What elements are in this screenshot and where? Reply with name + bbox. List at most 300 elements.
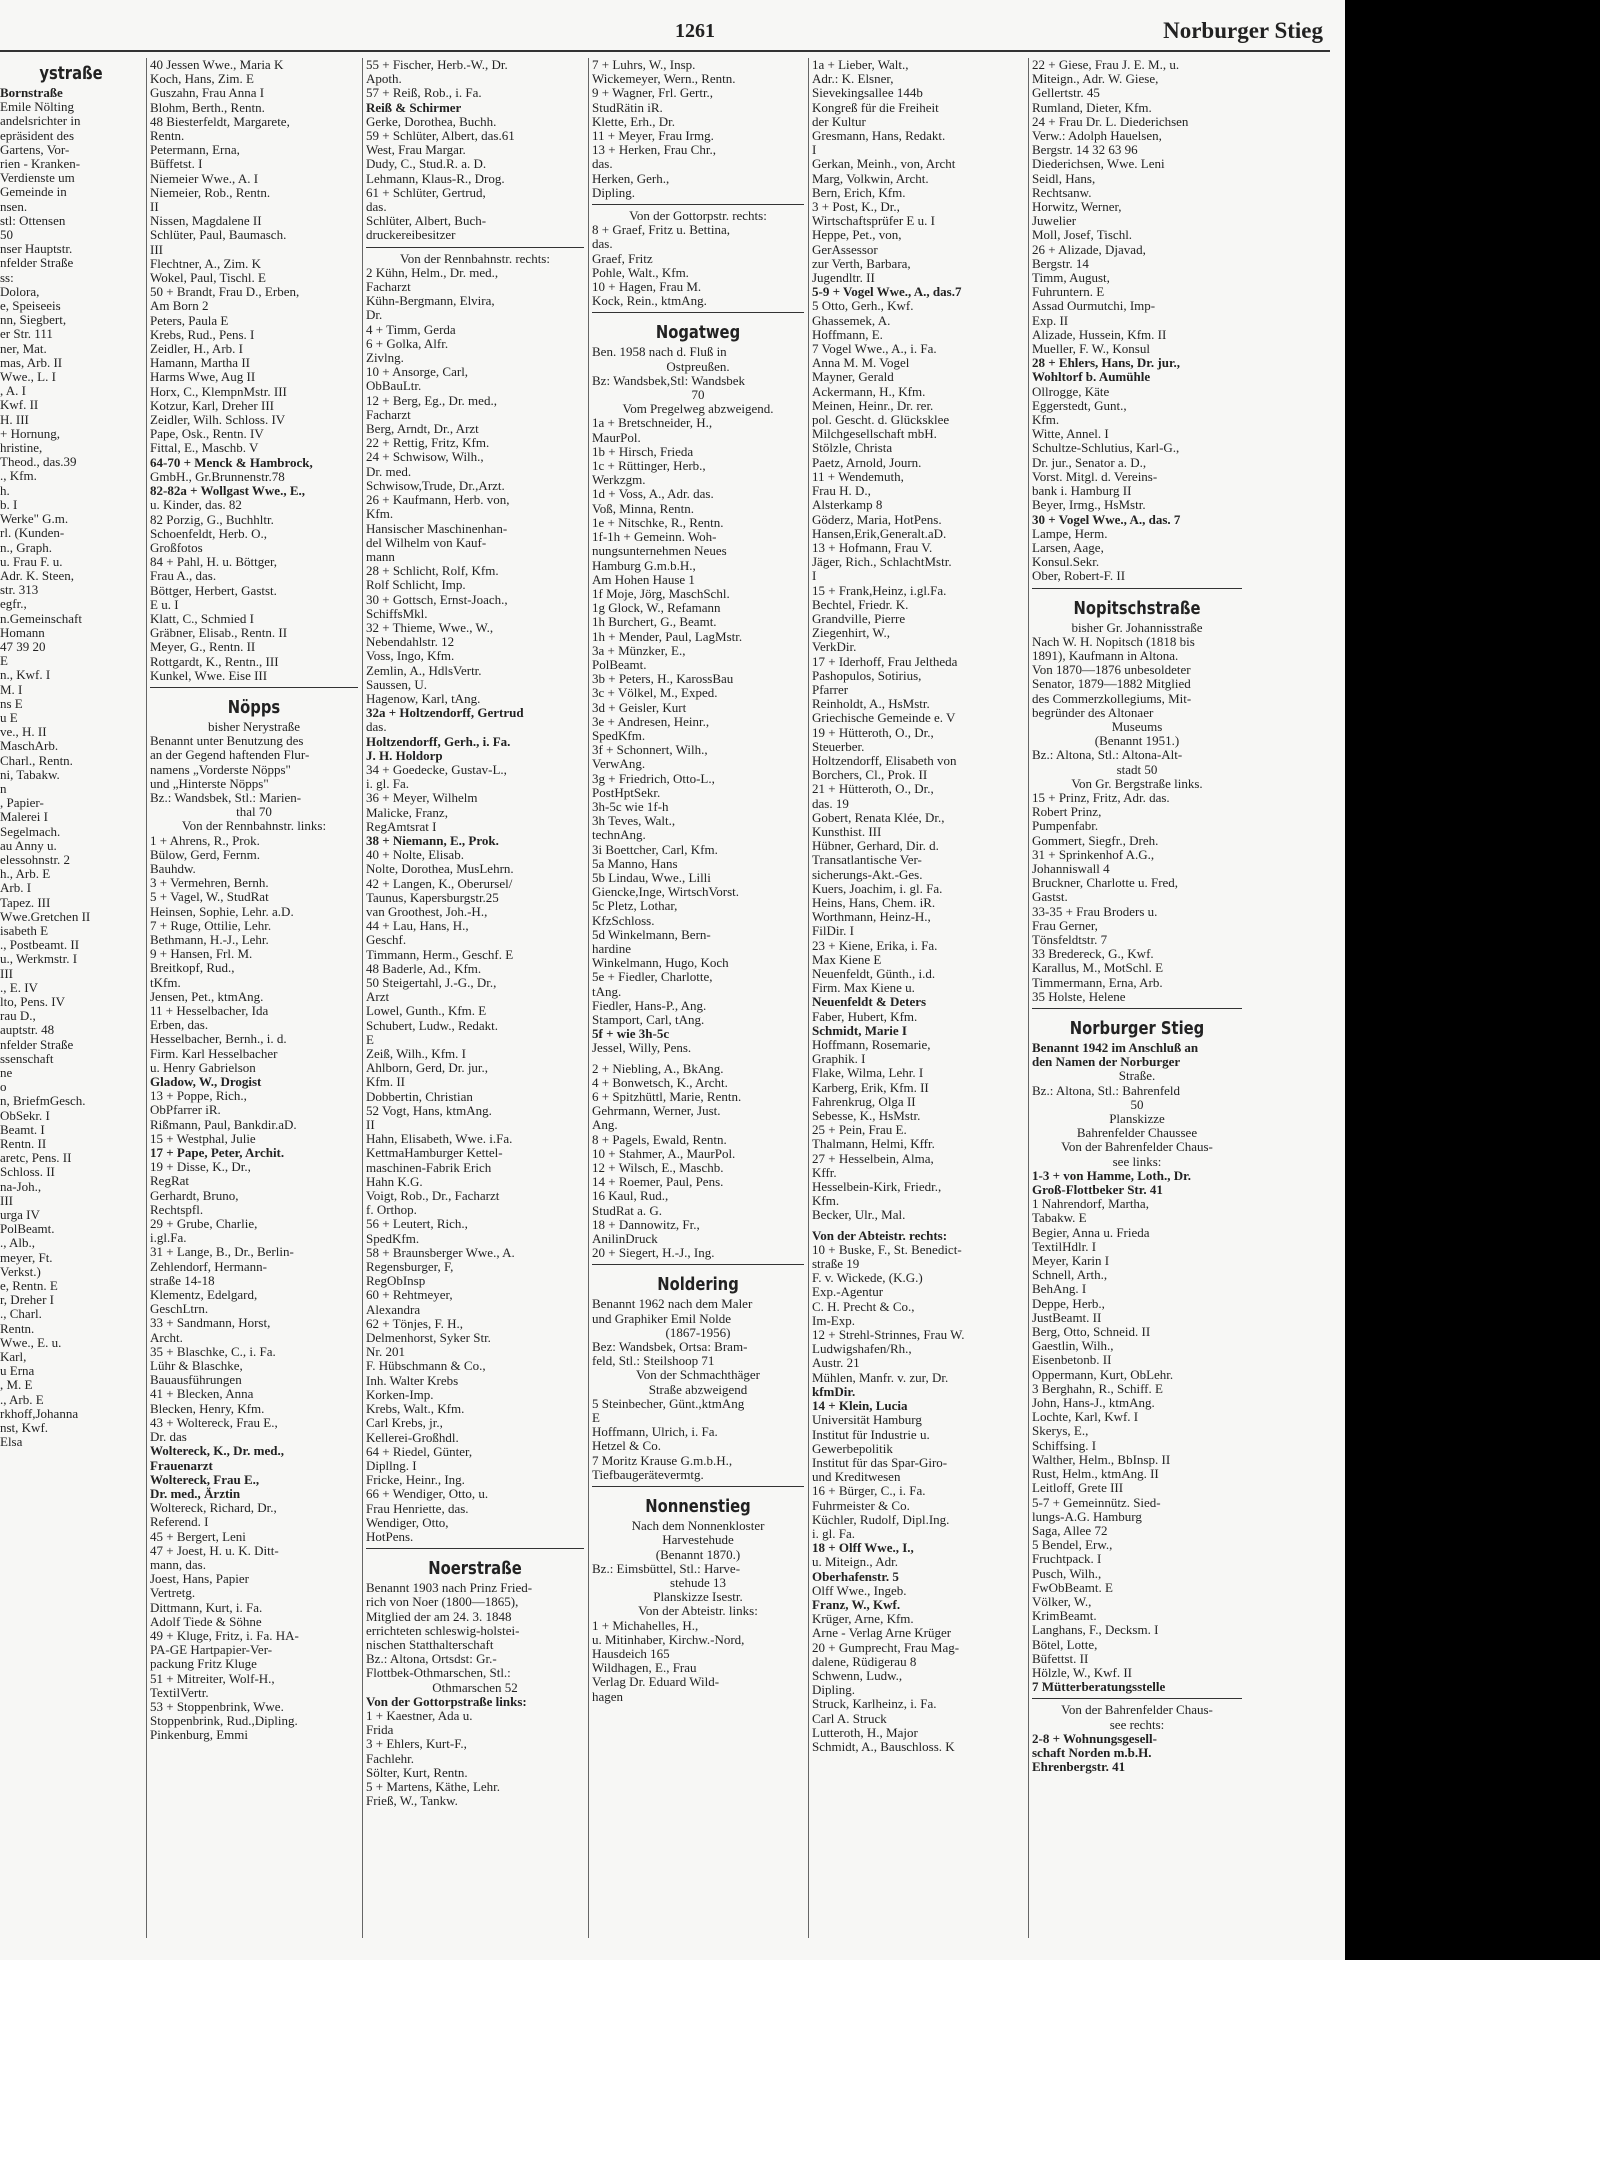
entry-line: Berg, Otto, Schneid. II — [1032, 1325, 1151, 1340]
entry-line: r, Dreher I — [0, 1293, 54, 1308]
entry-line: Hoffmann, Ulrich, i. Fa. — [592, 1425, 718, 1440]
entry-line: Bergstr. 14 32 63 96 — [1032, 143, 1138, 158]
entry-line: Dipling. — [592, 185, 635, 200]
entry-line: Voß, Minna, Rentn. — [592, 501, 694, 516]
entry-line: nfelder Straße — [0, 256, 74, 271]
entry-line: Adolf Tiede & Söhne — [150, 1614, 262, 1629]
entry-line: Zivlng. — [366, 351, 404, 366]
column-1 — [0, 58, 142, 1450]
entry-line: i. gl. Fa. — [366, 777, 409, 792]
entry-line: 19 + Hütteroth, O., Dr., — [812, 725, 934, 740]
entry-line: Von Gr. Bergstraße links. — [1071, 776, 1203, 791]
entry-line: Frau Gerner, — [1032, 918, 1098, 933]
entry-line: Bz.: Eimsbüttel, Stl.: Harve- — [592, 1561, 741, 1576]
entry-line: 15 + Prinz, Fritz, Adr. das. — [1032, 790, 1170, 805]
entry-line: John, Hans-J., ktmAng. — [1032, 1396, 1155, 1411]
entry-line: 50 — [0, 228, 13, 243]
entry-line: Hagenow, Karl, tAng. — [366, 691, 481, 706]
entry-line: Seidl, Hans, — [1032, 171, 1096, 186]
entry-line: Alizade, Hussein, Kfm. II — [1032, 327, 1167, 342]
entry-line: Groß-Flottbeker Str. 41 — [1032, 1183, 1163, 1198]
entry-line: PolBeamt. — [0, 1222, 55, 1237]
entry-line: 3i Boettcher, Carl, Kfm. — [592, 842, 718, 857]
entry-line: Leitloff, Grete III — [1032, 1481, 1124, 1496]
entry-line: schaft Norden m.b.H. — [1032, 1745, 1152, 1760]
entry-line: Dolora, — [0, 284, 40, 299]
entry-line: Koch, Hans, Zim. E — [150, 72, 254, 87]
entry-line: Benannt 1962 nach dem Maler — [592, 1297, 753, 1312]
entry-line: Kotzur, Karl, Dreher III — [150, 398, 275, 413]
entry-line: 58 + Braunsberger Wwe., A. — [366, 1245, 515, 1260]
entry-line: egfr., — [0, 597, 27, 612]
entry-line: Becker, Ulr., Mal. — [812, 1208, 906, 1223]
entry-line: Frida — [366, 1723, 394, 1738]
entry-line: mann — [366, 549, 395, 564]
entry-line: Böttger, Herbert, Gastst. — [150, 583, 277, 598]
entry-line: urga IV — [0, 1208, 40, 1223]
entry-line: 40 Jessen Wwe., Maria K — [150, 58, 284, 72]
entry-line: Kunkel, Wwe. Eise III — [150, 668, 268, 683]
entry-line: Vom Pregelweg abzweigend. — [622, 402, 774, 417]
entry-line: 50 + Brandt, Frau D., Erben, — [150, 285, 300, 300]
entry-line: (Benannt 1951.) — [1094, 734, 1180, 749]
entry-line: E — [0, 654, 8, 669]
entry-line: meyer, Ft. — [0, 1250, 53, 1265]
entry-line: Ollrogge, Käte — [1032, 384, 1110, 399]
column-divider — [588, 58, 589, 1938]
entry-line: 1891), Kaufmann in Altona. — [1032, 648, 1179, 663]
entry-line: u. Frau F. u. — [0, 554, 63, 569]
section-rule — [592, 1486, 804, 1491]
entry-line: 41 + Blecken, Anna — [150, 1387, 254, 1402]
entry-line: SchiffsMkl. — [366, 606, 428, 621]
column-5 — [812, 58, 1024, 1754]
entry-line: 22 + Giese, Frau J. E. M., u. — [1032, 58, 1180, 72]
entry-line: 56 + Leutert, Rich., — [366, 1217, 468, 1232]
entry-line: 33 Bredereck, G., Kwf. — [1032, 947, 1154, 962]
entry-line: Fittal, E., Maschb. V — [150, 441, 259, 456]
entry-line: u. Mitinhaber, Kirchw.-Nord, — [592, 1632, 745, 1647]
entry-line: Schmidt, Marie I — [812, 1023, 907, 1038]
entry-line: tKfm. — [150, 975, 181, 990]
entry-line: Kfm. — [812, 1194, 840, 1209]
entry-line: (Benannt 1870.) — [655, 1547, 741, 1562]
entry-line: Adr.: K. Elsner, — [812, 72, 894, 87]
entry-line: elessohnstr. 2 — [0, 852, 71, 867]
entry-line: isabeth E — [0, 923, 49, 938]
entry-line: Worthmann, Heinz-H., — [812, 910, 931, 925]
entry-line: Neuenfeldt, Günth., i.d. — [812, 967, 936, 981]
entry-line: technAng. — [592, 828, 646, 843]
entry-line: Kellerei-Großhdl. — [366, 1430, 459, 1445]
entry-line: Langhans, F., Decksm. I — [1032, 1623, 1159, 1638]
entry-line: ss: — [0, 270, 14, 285]
entry-line: nischen Statthalterschaft — [366, 1637, 494, 1652]
entry-line: KrimBeamt. — [1032, 1609, 1097, 1624]
entry-line: 35 Holste, Helene — [1032, 989, 1126, 1004]
entry-line: Mühlen, Manfr. v. zur, Dr. — [812, 1370, 949, 1385]
entry-line: Senator, 1879—1882 Mitglied — [1032, 677, 1191, 692]
entry-line: KettmaHamburger Kettel- — [366, 1146, 503, 1161]
entry-line: Beyer, Irmg., HsMstr. — [1032, 498, 1146, 513]
entry-line: Hoffmann, E. — [812, 327, 883, 342]
entry-line: Stölzle, Christa — [812, 441, 893, 456]
entry-line: Universität Hamburg — [812, 1413, 922, 1428]
entry-line: Juwelier — [1032, 214, 1077, 229]
entry-line: 7 Vogel Wwe., A., i. Fa. — [812, 342, 937, 357]
entry-line: 29 + Grube, Charlie, — [150, 1217, 258, 1232]
entry-line: Küchler, Rudolf, Dipl.Ing. — [812, 1512, 950, 1527]
entry-line: Von der Abteistr. rechts: — [812, 1228, 948, 1243]
entry-line: 11 + Meyer, Frau Irmg. — [592, 129, 714, 144]
entry-line: Kunsthist. III — [812, 824, 882, 839]
entry-line: 9 + Hansen, Frl. M. — [150, 947, 253, 962]
entry-line: Pumpenfabr. — [1032, 819, 1099, 834]
section-rule — [150, 687, 358, 692]
entry-line: Rumland, Dieter, Kfm. — [1032, 100, 1152, 115]
entry-line: Frau A., das. — [150, 569, 217, 584]
entry-line: Saussen, U. — [366, 677, 428, 692]
entry-line: n., Graph. — [0, 540, 52, 555]
entry-line: Wwe.Gretchen II — [0, 909, 91, 924]
entry-line: Frieß, W., Tankw. — [366, 1794, 458, 1809]
entry-line: Alsterkamp 8 — [812, 498, 883, 513]
entry-line: 40 + Nolte, Elisab. — [366, 848, 464, 863]
entry-line: 17 + Iderhoff, Frau Jeltheda — [812, 654, 958, 669]
entry-line: PostHptSekr. — [592, 785, 661, 800]
entry-line: 1g Glock, W., Refamann — [592, 601, 721, 616]
entry-line: Bez: Wandsbek, Ortsa: Bram- — [592, 1340, 748, 1355]
entry-line: Winkelmann, Hugo, Koch — [592, 956, 729, 971]
entry-line: E — [366, 1032, 374, 1047]
entry-line: 64-70 + Menck & Hambrock, — [150, 455, 313, 470]
entry-line: Von der Schmachthäger — [636, 1368, 760, 1383]
entry-line: hristine, — [0, 441, 43, 456]
entry-line: 48 Baderle, Ad., Kfm. — [366, 961, 482, 976]
entry-line: Tiefbaugerätevermtg. — [592, 1467, 704, 1482]
entry-line: Hamburg G.m.b.H., — [592, 558, 696, 573]
entry-line: 26 + Kaufmann, Herb. von, — [366, 493, 510, 508]
entry-line: Woltereck, Richard, Dr., — [150, 1501, 277, 1516]
entry-line: Gräbner, Elisab., Rentn. II — [150, 626, 288, 641]
entry-line: Neuenfeldt & Deters — [812, 995, 927, 1010]
entry-line: 3b + Peters, H., KarossBau — [592, 672, 734, 687]
entry-line: nsen. — [0, 199, 28, 214]
entry-line: C. H. Precht & Co., — [812, 1299, 915, 1314]
entry-line: Straße. — [1118, 1069, 1156, 1084]
entry-line: Krüger, Arne, Kfm. — [812, 1612, 914, 1627]
entry-line: Karl, — [0, 1350, 27, 1365]
entry-line: + Hornung, — [0, 426, 61, 441]
entry-line: Frauenarzt — [150, 1458, 213, 1473]
entry-line: Wendiger, Otto, — [366, 1515, 449, 1530]
entry-line: 25 + Pein, Frau E. — [812, 1123, 907, 1138]
entry-line: (1867-1956) — [665, 1325, 731, 1340]
entry-line: M. I — [0, 682, 23, 697]
entry-line: Museums — [1111, 719, 1163, 734]
entry-line: Klette, Erh., Dr. — [592, 114, 676, 129]
entry-line: , Papier- — [0, 796, 44, 811]
entry-line: Erben, das. — [150, 1018, 209, 1033]
entry-line: das. — [366, 200, 387, 215]
entry-line: West, Frau Margar. — [366, 143, 466, 158]
entry-line: Timmermann, Erna, Arb. — [1032, 975, 1163, 990]
entry-line: Von der Gottorpstraße links: — [366, 1694, 527, 1709]
entry-line: Transatlantische Ver- — [812, 853, 922, 868]
entry-line: au Anny u. — [0, 838, 57, 853]
entry-line: Max Kiene E — [812, 952, 882, 967]
entry-line: 1f Moje, Jörg, MaschSchl. — [592, 586, 730, 601]
entry-line: Großfotos — [150, 540, 203, 555]
entry-line: Regensburger, F, — [366, 1260, 454, 1275]
entry-line: 22 + Rettig, Fritz, Kfm. — [366, 436, 490, 451]
entry-line: 16 + Bürger, C., i. Fa. — [812, 1484, 926, 1499]
entry-line: 5f + wie 3h-5c — [592, 1027, 670, 1042]
entry-line: Kühn-Bergmann, Elvira, — [366, 294, 495, 309]
entry-line: 47 39 20 — [0, 639, 46, 654]
entry-line: Heins, Hans, Chem. iR. — [812, 895, 936, 910]
column-divider — [362, 58, 363, 1938]
entry-line: 14 + Roemer, Paul, Pens. — [592, 1175, 724, 1190]
entry-line: 70 — [691, 388, 705, 403]
entry-line: Verw.: Adolph Hauelsen, — [1032, 129, 1162, 144]
entry-line: Hölzle, W., Kwf. II — [1032, 1665, 1133, 1680]
entry-line: Zeidler, Wilh. Schloss. IV — [150, 413, 286, 428]
street-heading: Nonnenstieg — [645, 1496, 751, 1518]
entry-line: feld, Stl.: Steilshoop 71 — [592, 1354, 715, 1369]
entry-line: MaschArb. — [0, 739, 59, 754]
entry-line: 28 + Ehlers, Hans, Dr. jur., — [1032, 356, 1181, 371]
entry-line: Tapez. III — [0, 895, 51, 910]
entry-line: Oberhafenstr. 5 — [812, 1569, 899, 1584]
entry-line: Gresmann, Hans, Redakt. — [812, 129, 946, 144]
entry-line: Dittmann, Kurt, i. Fa. — [150, 1600, 263, 1615]
entry-line: 10 + Hagen, Frau M. — [592, 280, 702, 295]
entry-line: Pusch, Wilh., — [1032, 1566, 1102, 1581]
entry-line: AnilinDruck — [592, 1232, 658, 1247]
entry-line: Flake, Wilma, Lehr. I — [812, 1066, 924, 1081]
entry-line: Bechtel, Friedr. K. — [812, 597, 909, 612]
entry-line: 34 + Goedecke, Gustav-L., — [366, 762, 507, 777]
entry-line: Dudy, C., Stud.R. a. D. — [366, 157, 487, 172]
entry-line: Am Born 2 — [150, 299, 209, 314]
entry-line: 1d + Voss, A., Adr. das. — [592, 487, 714, 502]
entry-line: 44 + Lau, Hans, H., — [366, 919, 469, 934]
entry-line: PA-GE Hartpapier-Ver- — [150, 1643, 273, 1658]
entry-line: 3g + Friedrich, Otto-L., — [592, 771, 715, 786]
entry-line: VerkDir. — [812, 640, 857, 655]
entry-line: Benannt unter Benutzung des — [150, 734, 304, 749]
entry-line: Vorst. Mitgl. d. Vereins- — [1032, 469, 1158, 484]
entry-line: 66 + Wendiger, Otto, u. — [366, 1487, 489, 1502]
entry-line: auptstr. 48 — [0, 1023, 55, 1038]
entry-line: str. 313 — [0, 583, 39, 598]
entry-line: 64 + Riedel, Günter, — [366, 1444, 473, 1459]
entry-line: 2 Kühn, Helm., Dr. med., — [366, 265, 499, 280]
entry-line: Pfarrer — [812, 682, 849, 697]
entry-line: 36 + Meyer, Wilhelm — [366, 791, 478, 806]
section-rule — [1032, 1008, 1242, 1013]
entry-line: 60 + Rehtmeyer, — [366, 1288, 453, 1303]
entry-line: Schlüter, Paul, Baumasch. — [150, 228, 287, 243]
entry-line: 1 + Kaestner, Ada u. — [366, 1708, 473, 1723]
entry-line: Milchgesellschaft mbH. — [812, 427, 937, 442]
entry-line: Malicke, Franz, — [366, 805, 448, 820]
entry-line: Von der Abteistr. links: — [638, 1604, 758, 1619]
page-number: 1261 — [675, 20, 715, 42]
entry-line: Gerkan, Meinh., von, Archt — [812, 157, 956, 172]
entry-line: pol. Gescht. d. Glücksklee — [812, 413, 950, 428]
entry-line: 24 + Schwisow, Wilh., — [366, 450, 484, 465]
entry-line: Zeidler, H., Arb. I — [150, 342, 243, 357]
entry-line: kfmDir. — [812, 1384, 856, 1399]
section-rule — [366, 1548, 584, 1553]
entry-line: Grandville, Pierre — [812, 611, 906, 626]
entry-line: Dr. das — [150, 1430, 187, 1445]
entry-line: 48 Biesterfeldt, Margarete, — [150, 114, 290, 129]
running-head: Norburger Stieg — [1163, 18, 1323, 43]
entry-line: Fachlehr. — [366, 1751, 415, 1766]
entry-line: Korken-Imp. — [366, 1387, 434, 1402]
entry-line: FwObBeamt. E — [1032, 1580, 1113, 1595]
entry-line: 11 + Hesselbacher, Ida — [150, 1004, 269, 1018]
entry-line: u. Kinder, das. 82 — [150, 498, 242, 513]
street-heading: Nopitschstraße — [1073, 597, 1201, 619]
entry-line: Am Hohen Hause 1 — [592, 572, 695, 587]
entry-line: Malerei I — [0, 810, 49, 825]
column-divider — [146, 58, 147, 1938]
entry-line: Kfm. II — [366, 1075, 405, 1090]
entry-line: GerAssessor — [812, 242, 878, 257]
entry-line: 82-82a + Wollgast Wwe., E., — [150, 484, 305, 499]
entry-line: Rolf Schlicht, Imp. — [366, 578, 466, 593]
entry-line: Gewerbepolitik — [812, 1441, 893, 1456]
entry-line: n.Gemeinschaft — [0, 611, 82, 626]
entry-line: Bethmann, H.-J., Lehr. — [150, 932, 269, 947]
entry-line: Pinkenburg, Emmi — [150, 1728, 248, 1743]
entry-line: III — [0, 966, 13, 981]
entry-line: Bz.: Altona, Stl.: Bahrenfeld — [1032, 1083, 1181, 1098]
entry-line: Jessel, Willy, Pens. — [592, 1041, 692, 1056]
entry-line: Werkzgm. — [592, 473, 646, 488]
entry-line: Niemeier Wwe., A. I — [150, 171, 259, 186]
entry-line: Gellertstr. 45 — [1032, 86, 1100, 101]
section-rule — [592, 312, 804, 317]
entry-line: na-Joh., — [0, 1179, 42, 1194]
street-heading: Nogatweg — [655, 322, 741, 344]
entry-line: 6 + Golka, Alfr. — [366, 336, 449, 351]
entry-line: Gartens, Vor- — [0, 142, 70, 157]
entry-line: 10 + Ansorge, Carl, — [366, 365, 469, 380]
entry-line: 5a Manno, Hans — [592, 856, 678, 871]
entry-line: Lampe, Herm. — [1032, 526, 1108, 541]
entry-line: 50 Steigertahl, J.-G., Dr., — [366, 976, 497, 990]
entry-line: Verdienste um — [0, 171, 75, 186]
entry-line: Wirtschaftsprüfer E u. I — [812, 214, 935, 229]
entry-line: epräsident des — [0, 128, 75, 143]
entry-line: 16 Kaul, Rud., — [592, 1189, 669, 1204]
entry-line: Büffetst. I — [150, 157, 203, 172]
entry-line: Blecken, Henry, Kfm. — [150, 1401, 265, 1416]
entry-line: Fahrenkrug, Olga II — [812, 1094, 916, 1109]
entry-line: Gladow, W., Drogist — [150, 1075, 262, 1090]
entry-line: HotPens. — [366, 1529, 414, 1544]
entry-line: 5d Winkelmann, Bern- — [592, 927, 711, 942]
entry-line: VerwAng. — [592, 757, 646, 772]
entry-line: nfelder Straße — [0, 1037, 74, 1052]
entry-line: h., Arb. E — [0, 867, 51, 882]
entry-line: II — [366, 1118, 375, 1133]
entry-line: Timmann, Herm., Geschf. E — [366, 947, 514, 962]
entry-line: 47 + Joest, H. u. K. Ditt- — [150, 1543, 279, 1558]
entry-line: 8 + Graef, Fritz u. Bettina, — [592, 223, 731, 238]
entry-line: Exp. II — [1032, 313, 1069, 328]
entry-line: sicherungs-Akt.-Ges. — [812, 867, 923, 882]
entry-line: III — [150, 242, 163, 257]
entry-line: Marg, Volkwin, Archt. — [812, 171, 929, 186]
entry-line: Harvestehude — [662, 1533, 734, 1548]
entry-line: bisher Gr. Johannisstraße — [1071, 620, 1203, 635]
entry-line: Planskizze — [1109, 1112, 1165, 1127]
entry-line: ., Charl. — [0, 1307, 42, 1322]
entry-line: Eisenbetonb. II — [1032, 1353, 1112, 1368]
entry-line: Wokel, Paul, Tischl. E — [150, 271, 266, 286]
entry-line: 33-35 + Frau Broders u. — [1032, 904, 1158, 919]
entry-line: das. — [366, 720, 387, 735]
entry-line: 28 + Schlicht, Rolf, Kfm. — [366, 564, 499, 579]
entry-line: 52 Vogt, Hans, ktmAng. — [366, 1103, 492, 1118]
entry-line: Steuerber. — [812, 739, 865, 754]
section-rule — [592, 1264, 804, 1269]
entry-line: 55 + Fischer, Herb.-W., Dr. — [366, 58, 508, 72]
entry-line: Hesselbacher, Bernh., i. d. — [150, 1032, 287, 1047]
entry-line: GmbH., Gr.Brunnenstr.78 — [150, 469, 285, 484]
entry-line: 20 + Siegert, H.-J., Ing. — [592, 1246, 715, 1261]
entry-line: 1 + Michahelles, H., — [592, 1618, 699, 1633]
entry-line: Dr. — [366, 308, 383, 323]
column-6 — [1032, 58, 1242, 1774]
entry-line: 2-8 + Wohnungsgesell- — [1032, 1731, 1157, 1746]
entry-line: Ober, Robert-F. II — [1032, 569, 1126, 584]
section-rule — [1032, 588, 1242, 593]
entry-line: Ang. — [592, 1118, 618, 1133]
entry-line: Oppermann, Kurt, ObLehr. — [1032, 1367, 1174, 1382]
entry-line: SpedKfm. — [366, 1231, 420, 1246]
entry-line: i. gl. Fa. — [812, 1526, 855, 1541]
entry-line: Kongreß für die Freiheit — [812, 100, 939, 115]
entry-line: RegRat — [150, 1174, 189, 1189]
entry-line: 62 + Tönjes, F. H., — [366, 1316, 464, 1331]
entry-line: 50 — [1130, 1097, 1144, 1112]
column-4 — [592, 58, 804, 1704]
entry-line: Bergstr. 14 — [1032, 256, 1089, 271]
entry-line: H. III — [0, 412, 29, 427]
entry-line: Gommert, Siegfr., Dreh. — [1032, 833, 1159, 848]
entry-line: TextilVertr. — [150, 1685, 209, 1700]
header-rule — [0, 50, 1330, 52]
entry-line: Von der Bahrenfelder Chaus- — [1061, 1140, 1213, 1155]
entry-line: Krebs, Rud., Pens. I — [150, 327, 255, 342]
entry-line: Flottbek-Othmarschen, Stl.: — [366, 1666, 511, 1681]
entry-line: 13 + Poppe, Rich., — [150, 1089, 247, 1104]
entry-line: Von der Bahrenfelder Chaus- — [1061, 1703, 1213, 1718]
entry-line: Frau Henriette, das. — [366, 1501, 469, 1516]
entry-line: ns E — [0, 696, 23, 711]
entry-line: Gerke, Dorothea, Buchh. — [366, 114, 497, 129]
entry-line: 3 + Post, K., Dr., — [812, 200, 900, 215]
entry-line: Wohltorf b. Aumühle — [1032, 370, 1151, 385]
entry-line: 24 + Frau Dr. L. Diederichsen — [1032, 114, 1189, 129]
